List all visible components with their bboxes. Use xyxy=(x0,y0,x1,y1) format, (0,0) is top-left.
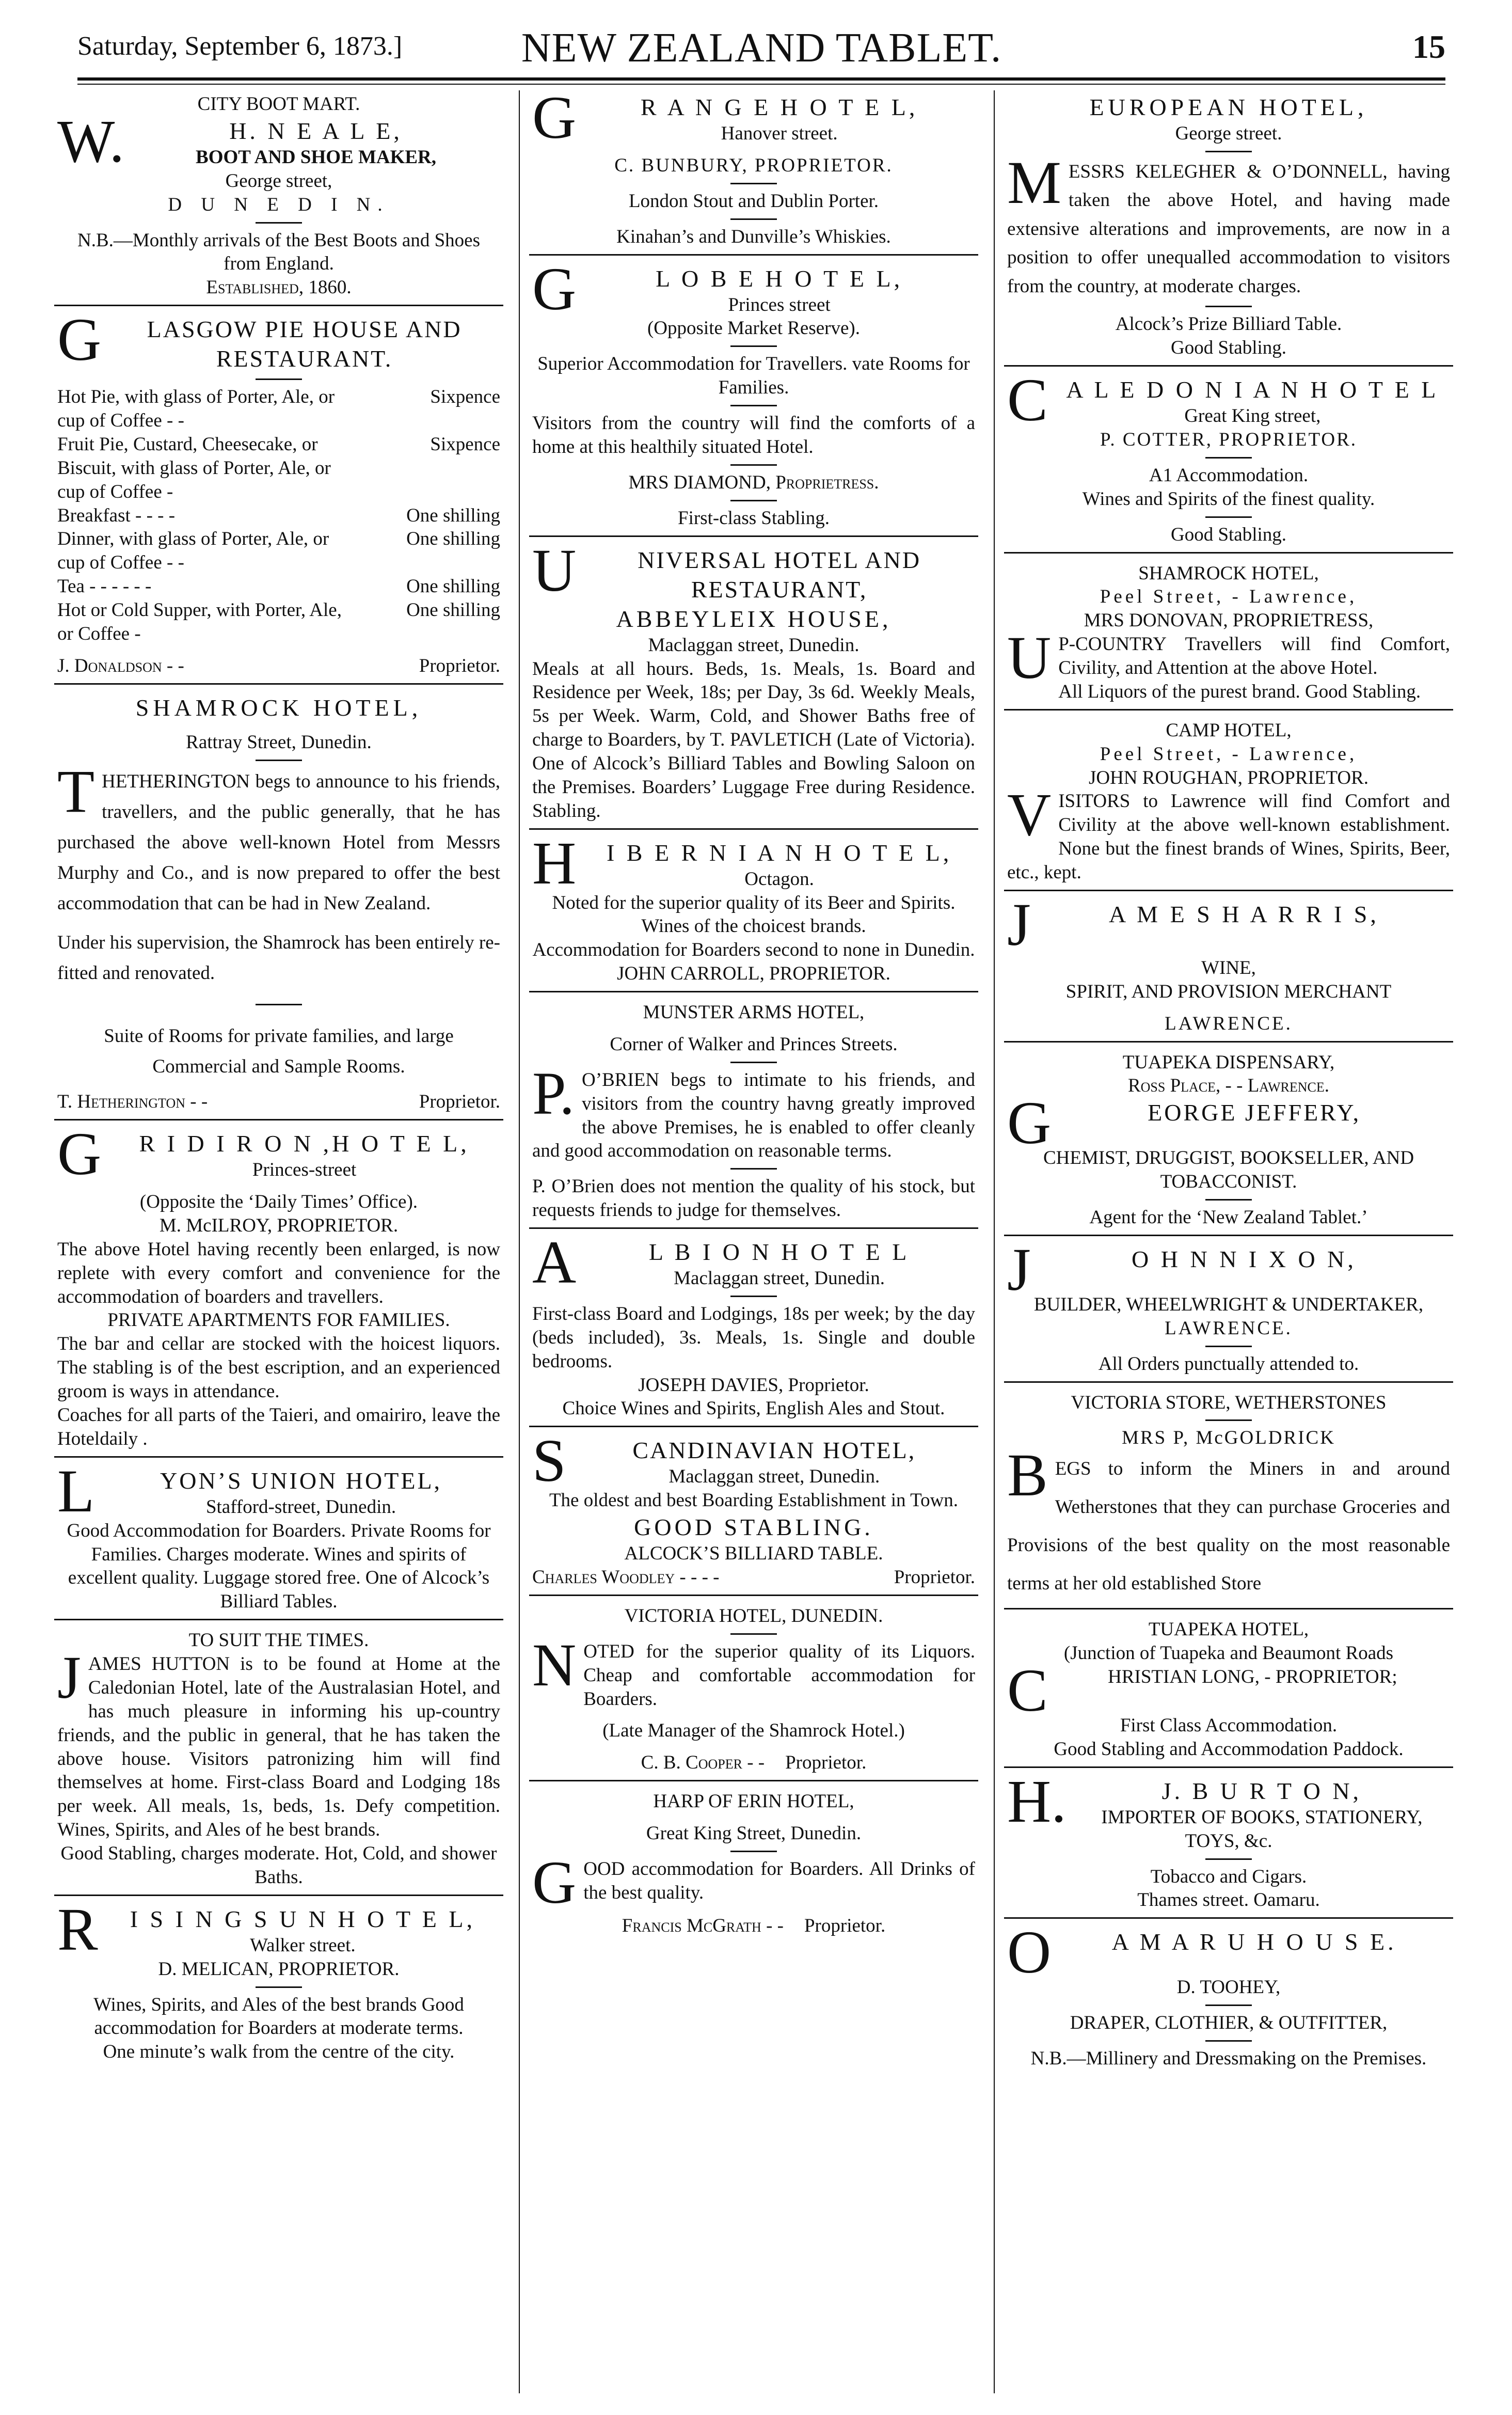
ad-trade: DRAPER, CLOTHIER, & OUTFITTER, xyxy=(1070,2012,1388,2034)
ad-oamaru-house xyxy=(1004,1918,1453,2076)
ad-harp-of-erin-hotel xyxy=(529,1788,978,1943)
drop-cap: G xyxy=(1007,1089,1052,1157)
ad-body: P. O’Brien does not mention the quality of his stock, but requests friends to judge for themselves. xyxy=(532,1176,975,1221)
ad-shamrock-hotel-lawrence xyxy=(1004,560,1453,711)
ad-tuapeka-hotel xyxy=(1004,1616,1453,1768)
ad-body: Tobacco and Cigars. xyxy=(1150,1866,1307,1887)
ad-street: Great King street, xyxy=(1184,405,1321,427)
drop-cap: G xyxy=(532,1848,577,1916)
ad-body: Visitors from the country will find the comforts of a home at this healthily situated Hotel. xyxy=(532,413,975,457)
ad-james-harris xyxy=(1004,890,1453,1043)
menu-item: Dinner, with glass of Porter, Ale, or cup of Coffee - - One shilling xyxy=(57,528,500,574)
ad-street: Rattray Street, Dunedin. xyxy=(186,731,372,753)
masthead xyxy=(77,25,1445,74)
proprietor-line: T. Hetherington - - Proprietor. xyxy=(57,1091,500,1113)
ad-title: R I D I R O N ,H O T E L, xyxy=(139,1130,470,1157)
ad-glasgow-pie-house xyxy=(54,306,503,685)
ad-gridiron-hotel xyxy=(54,1120,503,1458)
ad-globe-hotel xyxy=(529,255,978,537)
ad-proprietor: JOHN ROUGHAN, PROPRIETOR. xyxy=(1088,767,1369,788)
ad-street: Maclaggan street, Dunedin. xyxy=(669,1466,880,1488)
ad-street: George street, xyxy=(225,170,332,192)
proprietor-line: Francis McGrath - - Proprietor. xyxy=(622,1915,886,1936)
ad-title: TO SUIT THE TIMES. xyxy=(188,1630,369,1651)
ad-body: Wines of the choicest brands. xyxy=(641,916,866,937)
ad-trade: BOOT AND SHOE MAKER, xyxy=(196,146,437,168)
ad-title: A L E D O N I A N H O T E L xyxy=(1066,376,1439,403)
ad-title: SHAMROCK HOTEL, xyxy=(135,694,422,721)
ad-shamrock-hotel xyxy=(54,691,503,1120)
ad-tuapeka-dispensary xyxy=(1004,1049,1453,1236)
column-divider xyxy=(519,90,520,2393)
ad-scandinavian-hotel xyxy=(529,1427,978,1596)
ad-body: First-class Stabling. xyxy=(678,507,830,529)
ad-trade: IMPORTER OF BOOKS, STATIONERY, TOYS, &c. xyxy=(1101,1806,1423,1852)
ad-body: A1 Accommodation. xyxy=(1149,464,1309,486)
ad-body: ISITORS to Lawrence will find Comfort and Civility at the above well-known establishment. None but the finest brands of Wines, Spirits, Beer, etc., kept. xyxy=(1007,791,1450,883)
ad-body: Good Stabling, charges moderate. Hot, Cold, and shower Baths. xyxy=(60,1843,497,1888)
ad-body: Meals at all hours. Beds, 1s. Meals, 1s. Board and Residence per Week, 18s; per Day, 3s 6d. Weekly Meals, 5s per Week. Warm, Cold, and Shower Baths free of charge to Boarders, by T. PAVLETICH (Late of Victoria). One of Alcock’s Billiard Tables and Bowling Saloon on the Premises. Boarders’ Luggage Free during Residence. Stabling. xyxy=(532,658,975,822)
ad-proprietor: M. McILROY, PROPRIETOR. xyxy=(159,1214,399,1236)
ad-street: Maclaggan street, Dunedin. xyxy=(674,1268,885,1289)
ad-body: Accommodation for Boarders second to none in Dunedin. xyxy=(532,939,975,961)
ad-john-nixon xyxy=(1004,1235,1453,1383)
ad-body: OTED for the superior quality of its Liquors. Cheap and comfortable accommodation for Boarders. xyxy=(583,1640,975,1710)
ad-street: Thames street. Oamaru. xyxy=(1137,1889,1320,1911)
ad-billiard: Alcock’s Prize Billiard Table. xyxy=(1115,313,1342,335)
drop-cap: G xyxy=(532,255,577,323)
ad-stabling: GOOD STABLING. xyxy=(634,1514,873,1541)
proprietor-line: C. B. Cooper - - Proprietor. xyxy=(641,1752,867,1774)
ad-street: Stafford-street, Dunedin. xyxy=(205,1496,396,1518)
ad-title: L B I O N H O T E L xyxy=(648,1239,910,1266)
ad-trade: WINE, xyxy=(1201,957,1256,978)
ad-body: Noted for the superior quality of its Beer and Spirits. xyxy=(552,892,956,913)
ad-name: EORGE JEFFERY, xyxy=(1148,1099,1361,1126)
ad-header: CITY BOOT MART. xyxy=(197,93,360,115)
ad-subtitle: PRIVATE APARTMENTS FOR FAMILIES. xyxy=(107,1309,450,1331)
ad-title: EUROPEAN HOTEL, xyxy=(1089,94,1368,120)
drop-cap: G xyxy=(57,1120,102,1188)
drop-cap: W. xyxy=(57,107,125,175)
drop-cap: R xyxy=(57,1895,98,1963)
ad-body: Suite of Rooms for private families, and large Commercial and Sample Rooms. xyxy=(104,1025,454,1078)
ad-town: LAWRENCE. xyxy=(1165,1013,1293,1034)
ad-street: Hanover street. xyxy=(721,123,838,145)
ad-title: CAMP HOTEL, xyxy=(1166,719,1292,741)
newspaper-title: NEW ZEALAND TABLET. xyxy=(521,25,1002,71)
ad-proprietor: HRISTIAN LONG, - PROPRIETOR; xyxy=(1108,1666,1397,1688)
ad-note: (Junction of Tuapeka and Beaumont Roads xyxy=(1063,1643,1394,1664)
ad-stabling: Good Stabling. xyxy=(1170,524,1287,545)
ad-proprietor: C. BUNBURY, PROPRIETOR. xyxy=(614,154,893,176)
ad-victoria-hotel xyxy=(529,1602,978,1781)
ad-body: P-COUNTRY Travellers will find Comfort, Civility, and Attention at the above Hotel. xyxy=(1058,634,1450,679)
ad-camp-hotel xyxy=(1004,717,1453,891)
ad-neale xyxy=(54,90,503,306)
ad-note: N.B.—Millinery and Dressmaking on the Premises. xyxy=(1030,2048,1427,2070)
ad-title: I S I N G S U N H O T E L, xyxy=(130,1905,475,1932)
ad-trade: BUILDER, WHEELWRIGHT & UNDERTAKER, xyxy=(1033,1293,1424,1315)
ad-victoria-store xyxy=(1004,1389,1453,1610)
ad-body: Wines, Spirits, and Ales of the best brands Good accommodation for Boarders at moderate terms. xyxy=(93,1994,464,2039)
ad-munster-arms-hotel xyxy=(529,999,978,1229)
ad-town: D U N E D I N. xyxy=(168,194,390,215)
ad-grange-hotel xyxy=(529,90,978,256)
ad-street: Maclaggan street, Dunedin. xyxy=(648,634,860,656)
ad-title: LASGOW PIE HOUSE AND RESTAURANT. xyxy=(147,316,462,372)
ad-orders: All Orders punctually attended to. xyxy=(1098,1353,1359,1375)
ad-caledonian-hotel xyxy=(1004,366,1453,553)
ad-title: TUAPEKA DISPENSARY, xyxy=(1122,1051,1335,1073)
ad-body: EGS to inform the Miners in and around Wetherstones that they can purchase Groceries and Provisions of the best quality on the most reasonable terms at her old established Store xyxy=(1007,1458,1450,1595)
ad-title: MUNSTER ARMS HOTEL, xyxy=(643,1002,865,1023)
drop-cap: C xyxy=(1007,366,1048,434)
issue-date: Saturday, September 6, 1873.] xyxy=(77,31,403,61)
ad-name: J. B U R T O N, xyxy=(1161,1777,1362,1804)
ad-body: (Late Manager of the Shamrock Hotel.) xyxy=(602,1720,905,1742)
column-divider xyxy=(994,90,995,2393)
ad-body: London Stout and Dublin Porter. xyxy=(628,190,879,212)
drop-cap: H xyxy=(532,829,577,897)
ad-street: Princes street xyxy=(728,294,831,315)
ad-note: (Opposite Market Reserve). xyxy=(647,318,860,339)
ad-european-hotel xyxy=(1004,90,1453,367)
menu-item: Fruit Pie, Custard, Cheesecake, or Biscuit, with glass of Porter, Ale, or cup of Coffee - Sixpence xyxy=(57,433,500,502)
ad-billiard: ALCOCK’S BILLIARD TABLE. xyxy=(624,1543,883,1565)
column-1 xyxy=(54,90,503,2393)
drop-cap: A xyxy=(532,1228,577,1297)
ad-title: VICTORIA STORE, WETHERSTONES xyxy=(1071,1392,1387,1413)
ad-note: N.B.—Monthly arrivals of the Best Boots and Shoes from England. xyxy=(77,229,481,275)
ad-title: SHAMROCK HOTEL, xyxy=(1138,562,1319,584)
ad-street: Princes-street xyxy=(252,1159,357,1181)
page-number: 15 xyxy=(1412,28,1445,65)
ad-proprietor: JOHN CARROLL, PROPRIETOR. xyxy=(617,963,890,985)
ad-body: Coaches for all parts of the Taieri, and omairiro, leave the Hoteldaily . xyxy=(57,1404,500,1449)
ad-lyons-union-hotel xyxy=(54,1457,503,1620)
ad-body: Superior Accommodation for Travellers. vate Rooms for Families. xyxy=(537,353,970,399)
drop-cap: G xyxy=(57,306,102,374)
ad-town: LAWRENCE. xyxy=(1165,1317,1293,1339)
ad-title: R A N G E H O T E L, xyxy=(640,94,918,120)
masthead-rule xyxy=(77,77,1445,81)
proprietor-line: Charles Woodley - - - - Proprietor. xyxy=(532,1567,975,1588)
ad-body: Wines and Spirits of the finest quality. xyxy=(1082,488,1375,510)
ad-street: Ross Place, - - Lawrence. xyxy=(1127,1075,1330,1097)
ad-title: A M A R U H O U S E. xyxy=(1111,1929,1397,1955)
ad-street: Great King Street, Dunedin. xyxy=(646,1823,862,1844)
drop-cap: L xyxy=(57,1457,95,1525)
ad-body: OOD accommodation for Boarders. All Drinks of the best quality. xyxy=(583,1858,975,1903)
ad-body: Under his supervision, the Shamrock has been entirely re-fitted and renovated. xyxy=(57,932,500,984)
drop-cap: O xyxy=(1007,1918,1052,1986)
menu-item: Breakfast - - - - One shilling xyxy=(57,504,500,526)
ad-body: AMES HUTTON is to be found at Home at the Caledonian Hotel, late of the Australasian Hotel, and has much pleasure in informing his up-country friends, and the public in general, that he has taken the above house. Visitors patronizing him will find themselves at home. First-class Board and Lodging 18s per week. All meals, 1s, beds, 1s. Defy competition. Wines, Spirits, and Ales of he best brands. xyxy=(57,1653,500,1841)
ad-body: Kinahan’s and Dunville’s Whiskies. xyxy=(616,226,891,247)
ad-albion-hotel xyxy=(529,1228,978,1427)
ad-body: The bar and cellar are stocked with the hoicest liquors. The stabling is of the best escription, and an experienced groom is ways in attendance. xyxy=(57,1333,500,1402)
ad-body: Good Accommodation for Boarders. Private Rooms for Families. Charges moderate. Wines and spirits of excellent quality. Luggage stored free. One of Alcock’s Billiard Tables. xyxy=(67,1520,491,1613)
drop-cap: P. xyxy=(532,1059,575,1127)
drop-cap: N xyxy=(532,1631,577,1699)
ad-street: Corner of Walker and Princes Streets. xyxy=(610,1033,898,1055)
ad-title: HARP OF ERIN HOTEL, xyxy=(653,1791,854,1812)
drop-cap: V xyxy=(1007,781,1052,849)
ad-title: NIVERSAL HOTEL AND RESTAURANT, xyxy=(638,546,921,603)
menu-item: Tea - - - - - - One shilling xyxy=(57,576,500,597)
ad-street: Peel Street, - Lawrence, xyxy=(1100,586,1358,608)
ad-rising-sun-hotel xyxy=(54,1895,503,2069)
ad-body: O’BRIEN begs to intimate to his friends, and visitors from the country havng greatly improved the above Premises, he is enabled to offer cleanly and good accommodation on reasonable terms. xyxy=(532,1069,975,1162)
drop-cap: J xyxy=(57,1644,81,1711)
ad-agent: Agent for the ‘New Zealand Tablet.’ xyxy=(1089,1207,1368,1228)
ad-street: Octagon. xyxy=(744,868,814,890)
ad-street: Peel Street, - Lawrence, xyxy=(1100,743,1358,765)
ad-proprietor: MRS DIAMOND, Proprietress. xyxy=(628,471,879,493)
ad-street: Walker street. xyxy=(250,1934,356,1956)
ad-body: First Class Accommodation. xyxy=(1120,1715,1338,1737)
ad-body: The oldest and best Boarding Establishment in Town. xyxy=(549,1490,959,1511)
ad-body: The above Hotel having recently been enlarged, is now replete with every comfort and convenience for the accommodation of boarders and travellers. xyxy=(57,1238,500,1307)
drop-cap: C xyxy=(1007,1656,1048,1725)
drop-cap: M xyxy=(1007,148,1061,216)
menu-item: Hot Pie, with glass of Porter, Ale, or cup of Coffee - - Sixpence xyxy=(57,386,500,432)
ad-body: HETHERINGTON begs to announce to his friends, travellers, and the public generally, that he has purchased the above well-known Hotel from Messrs Murphy and Co., and is now prepared to offer the best accommodation that can be had in New Zealand. xyxy=(57,770,500,914)
ad-title: L O B E H O T E L, xyxy=(656,265,903,292)
ad-universal-hotel xyxy=(529,536,978,830)
drop-cap: B xyxy=(1007,1441,1048,1509)
ad-name: O H N N I X O N, xyxy=(1132,1245,1357,1272)
ad-trade: SPIRIT, AND PROVISION MERCHANT xyxy=(1065,981,1392,1002)
ad-trade: CHEMIST, DRUGGIST, BOOKSELLER, AND TOBACCONIST. xyxy=(1043,1147,1414,1193)
ad-street: George street. xyxy=(1175,123,1282,145)
ad-proprietor: MRS DONOVAN, PROPRIETRESS, xyxy=(1084,610,1374,632)
ad-title: I B E R N I A N H O T E L, xyxy=(606,839,952,866)
column-2 xyxy=(529,90,978,2393)
masthead-rule-thin xyxy=(77,84,1445,85)
ad-james-hutton xyxy=(54,1627,503,1896)
drop-cap: U xyxy=(532,536,577,604)
drop-cap: J xyxy=(1007,890,1031,958)
ad-stabling: Good Stabling. xyxy=(1170,337,1287,359)
column-3 xyxy=(1004,90,1453,2393)
ad-proprietor: JOSEPH DAVIES, Proprietor. xyxy=(638,1374,869,1396)
ad-note: (Opposite the ‘Daily Times’ Office). xyxy=(139,1191,418,1213)
drop-cap: G xyxy=(532,90,577,151)
drop-cap: S xyxy=(532,1427,566,1495)
ad-hibernian-hotel xyxy=(529,829,978,992)
ad-name: H. N E A L E, xyxy=(229,117,403,144)
drop-cap: J xyxy=(1007,1235,1031,1303)
ad-name: D. TOOHEY, xyxy=(1176,1977,1281,1998)
drop-cap: T xyxy=(57,757,95,825)
ad-proprietor: P. COTTER, PROPRIETOR. xyxy=(1100,429,1358,451)
ad-proprietor: D. MELICAN, PROPRIETOR. xyxy=(158,1958,400,1980)
proprietor-line: J. Donaldson - - Proprietor. xyxy=(57,655,500,676)
ad-body: All Liquors of the purest brand. Good Stabling. xyxy=(1058,681,1421,702)
ad-house: ABBEYLEIX HOUSE, xyxy=(616,605,892,632)
ad-title: YON’S UNION HOTEL, xyxy=(160,1467,442,1494)
ad-body: One minute’s walk from the centre of the city. xyxy=(103,2041,455,2063)
ad-title: VICTORIA HOTEL, DUNEDIN. xyxy=(624,1605,883,1627)
ad-title: A M E S H A R R I S, xyxy=(1109,901,1379,927)
ad-name: MRS P, McGOLDRICK xyxy=(1122,1427,1335,1449)
ad-title: TUAPEKA HOTEL, xyxy=(1148,1619,1309,1640)
ad-body: First-class Board and Lodgings, 18s per week; by the day (beds included), 3s. Meals, 1s. Single and double bedrooms. xyxy=(532,1303,975,1372)
menu-item: Hot or Cold Supper, with Porter, Ale, or Coffee - One shilling xyxy=(57,599,500,644)
ad-body: ESSRS KELEGHER & O’DONNELL, having taken the above Hotel, and having made extensive alterations and improvements, are now in a position to offer unequalled accommodation to visitors from the country, at moderate charges. xyxy=(1007,161,1450,297)
ad-title: CANDINAVIAN HOTEL, xyxy=(632,1437,916,1464)
ad-body: Good Stabling and Accommodation Paddock. xyxy=(1054,1738,1404,1760)
drop-cap: U xyxy=(1007,624,1052,692)
drop-cap: H. xyxy=(1007,1767,1067,1835)
ad-established: Established, 1860. xyxy=(206,277,352,298)
ad-body: Choice Wines and Spirits, English Ales and Stout. xyxy=(562,1398,945,1419)
ad-burton xyxy=(1004,1767,1453,1919)
